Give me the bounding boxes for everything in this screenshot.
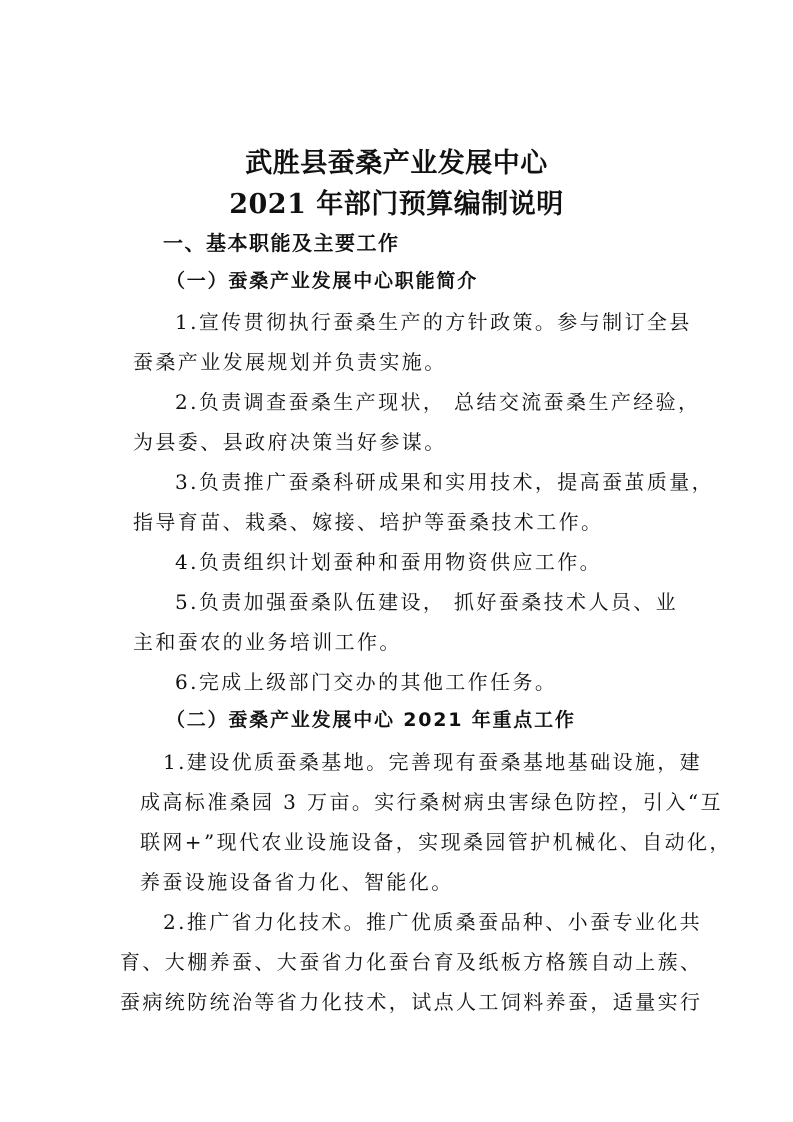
subsection-heading-key-work-2021: （二）蚕桑产业发展中心 2021 年重点工作 [166,709,576,731]
paragraph-line: 2.推广省力化技术。推广优质桑蚕品种、小蚕专业化共 [163,910,703,934]
paragraph-line: 1.建设优质蚕桑基地。完善现有蚕桑基地基础设施，建 [163,750,703,774]
subsection-heading-functions: （一）蚕桑产业发展中心职能简介 [166,270,479,292]
paragraph-line: 育、大棚养蚕、大蚕省力化蚕台育及纸板方格簇自动上蔟、 [120,950,703,974]
paragraph-line: 成高标准桑园 3 万亩。实行桑树病虫害绿色防控，引入“互 [140,790,723,814]
document-title-line-2: 2021 年部门预算编制说明 [229,189,564,220]
paragraph-line: 1.宣传贯彻执行蚕桑生产的方针政策。参与制订全县 [175,310,692,334]
paragraph-line: 5.负责加强蚕桑队伍建设， 抓好蚕桑技术人员、业 [175,590,679,614]
paragraph-line: 为县委、县政府决策当好参谋。 [133,430,447,454]
paragraph-line: 蚕桑产业发展规划并负责实施。 [133,350,447,374]
paragraph-line: 6.完成上级部门交办的其他工作任务。 [175,670,558,694]
document-title-line-1: 武胜县蚕桑产业发展中心 [245,148,548,179]
paragraph-line: 2.负责调查蚕桑生产现状， 总结交流蚕桑生产经验， [175,390,701,414]
paragraph-line: 3.负责推广蚕桑科研成果和实用技术，提高蚕茧质量， [175,470,715,494]
paragraph-line: 4.负责组织计划蚕种和蚕用物资供应工作。 [175,550,603,574]
paragraph-line: 养蚕设施设备省力化、智能化。 [140,870,454,894]
section-heading-basic-functions: 一、基本职能及主要工作 [163,231,400,255]
paragraph-line: 指导育苗、栽桑、嫁接、培护等蚕桑技术工作。 [133,510,604,534]
paragraph-line: 联网+”现代农业设施设备，实现桑园管护机械化、自动化， [140,830,732,854]
paragraph-line: 蚕病统防统治等省力化技术，试点人工饲料养蚕，适量实行 [120,990,703,1014]
paragraph-line: 主和蚕农的业务培训工作。 [133,630,402,654]
